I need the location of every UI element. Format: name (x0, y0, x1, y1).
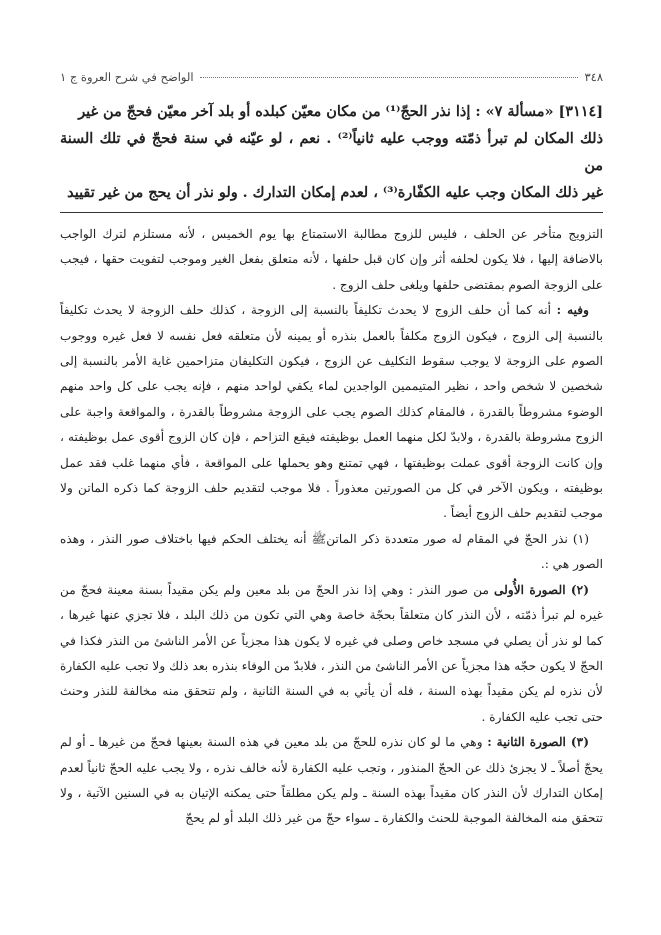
objection-text: أنه كما أن حلف الزوج لا يحدث تكليفاً بالنسبة إلى الزوجة ، كذلك حلف الزوجة لا يحدث تكليفاً بالنسبة إلى الزوج ، فيكون الزوج مكلفاً بالعمل بنذره أو يمينه لأن متعلقه فعل نفسه لا فعل غيره ووجوب الصوم على الزوجة لا يوجب سقوط التكليف عن الزوج ، فيكون التكليفان متزاحمين غاية الأمر بالنسبة إلى شخصين لا شخص واحد ، نظير المتيممين الواجدين لماء يكفي لواحد منهم ، فإنه يجب على كل واحد منهم الوضوء مشروطاً بالقدرة ، فالمقام كذلك الصوم يجب على الزوجة مشروطاً بالقدرة ، والمواقعة واجبة على الزوج مشروطة بالقدرة ، ولابدّ لكل منهما العمل بوظيفته فيقع التزاحم ، فإن كان الزوج أقوى عمل بوظيفته ، وإن كانت الزوجة أقوى عملت بوظيفتها ، فهي تمتنع وهو يحملها على المواقعة ، فأي منهما غلب فقد عمل بوظيفته ، ويكون الآخر في كل من الصورتين معذوراً . فلا موجب لتقديم حلف الزوجة كما ذكره الماتن ولا موجب لتقديم حلف الزوج أيضاً . (60, 303, 603, 521)
main-line-1: [٣١١٤] «مسألة ٧» : إذا نذر الحجّ⁽¹⁾ من مكان معيّن كبلده أو بلد آخر معيّن فحجّ من غير (78, 103, 603, 120)
footnote-separator (60, 212, 603, 213)
running-title: الواضح في شرح العروة ج ١ (60, 70, 194, 84)
footnote-2 (60, 578, 603, 730)
page-number: ٣٤٨ (584, 70, 603, 84)
footnote-2-lead: (٢) الصورة الأُولى (493, 582, 589, 597)
objection-lead: وفيه : (556, 303, 589, 318)
footnote-1: (١) نذر الحجّ في المقام له صور متعددة ذكر الماتنﷺ أنه يختلف الحكم فيها باختلاف صور النذر ، وهذه الصور هي :. (60, 531, 603, 572)
footnote-3 (60, 730, 603, 832)
footnote-continuation: التزويج متأخر عن الحلف ، فليس للزوج مطالبة الاستمتاع بها يوم الخميس ، لأنه مستلزم لترك الواجب بالاضافة إليها ، فلا يكون لحلفه أثر وإن كان قبل حلفها ، لأنه متعلق بفعل الغير وموجب لتفويت حقها ، فيجب على الزوجة الصوم بمقتضى حلفها ويلغى حلف الزوج . (60, 227, 603, 292)
footnote-3-text: وهي ما لو كان نذره للحجّ من بلد معين في هذه السنة بعينها فحجّ من غيرها ـ أو لم يحجّ أصلاً ـ لا يجزئ ذلك عن الحجّ المنذور ، وتجب عليه الكفارة لأنه خالف نذره ، ولا يجب عليه الحجّ ثانياً لعدم إمكان التدارك لأن النذر كان مقيداً بهذه السنة ـ ولم يكن مطلقاً حتى يمكنه الإتيان به في السنين الآتية ، ولا تتحقق منه المخالفة الموجبة للحنث والكفارة ـ سواء حجّ من غير ذلك البلد أو لم يحجّ (60, 735, 603, 826)
footnote-objection (60, 298, 603, 527)
main-line-3: غير ذلك المكان وجب عليه الكفّارة⁽³⁾ ، لعدم إمكان التدارك . ولو نذر أن يحج من غير تقييد (67, 184, 603, 201)
main-line-2: ذلك المكان لم تبرأ ذمّته ووجب عليه ثانياً⁽²⁾ . نعم ، لو عيّنه في سنة فحجّ في تلك السنة من (60, 130, 603, 174)
footnotes (60, 222, 603, 832)
footnote-2-text: من صور النذر : وهي إذا نذر الحجّ من بلد معين ولم يكن مقيداً بسنة معينة فحجّ من غيره لم تبرأ ذمّته ، لأن النذر كان متعلقاً بحجّة خاصة وهي التي تكون من ذلك البلد ، فلا تجزي عنها غيرها ، كما لو نذر أن يصلي في مسجد خاص وصلى في غيره لا يكون هذا مجزياً عن الأمر الناشئ من النذر فكذا في الحجّ لا يكون حجّه هذا مجزياً عن الأمر الناشئ من النذر ، فلابدّ من الوفاء بنذره بعد ذلك ولا تجب عليه الكفارة لأن نذره لم يكن مقيداً بهذه السنة ، فله أن يأتي به في السنة الثانية ، ولم تتحقق منه مخالفة للنذر وحنث حتى تجب عليه الكفارة . (60, 582, 603, 724)
footnote-3-lead: (٣) الصورة الثانية : (487, 735, 589, 750)
main-text (60, 98, 603, 206)
running-header (60, 70, 603, 84)
header-dotted-leader (200, 77, 579, 78)
